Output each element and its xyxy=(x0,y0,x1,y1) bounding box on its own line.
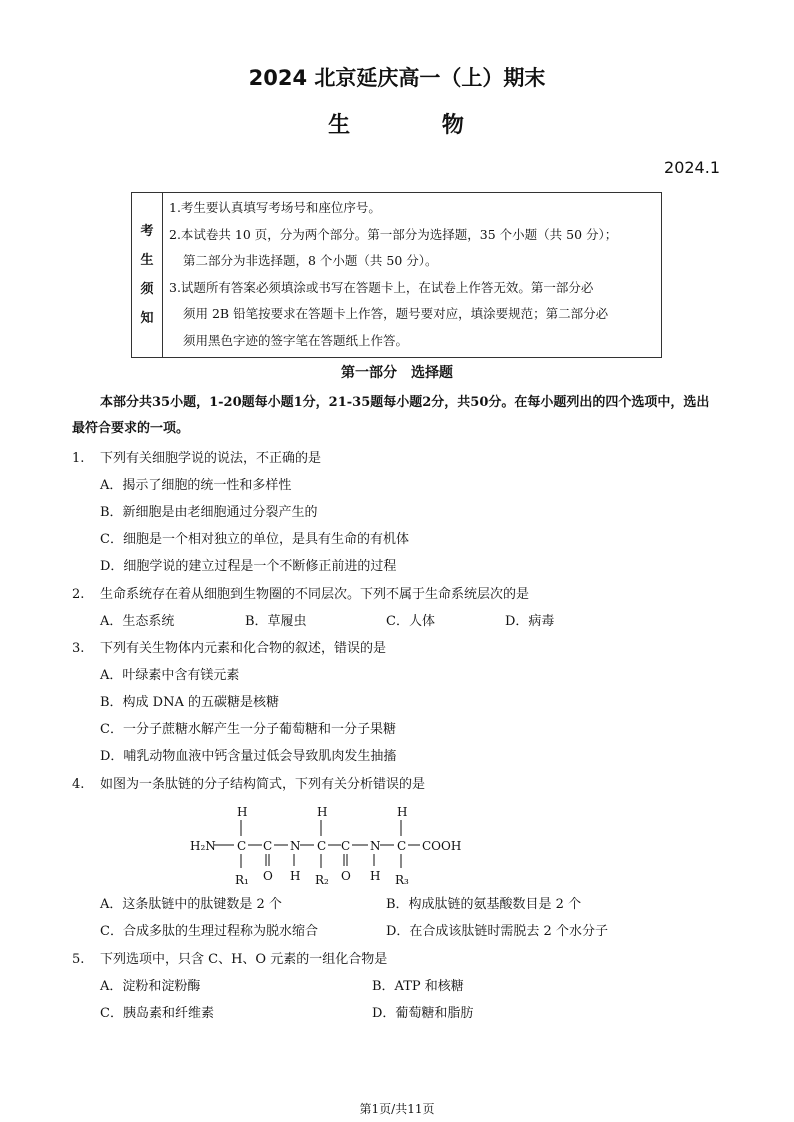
atom-c: C xyxy=(237,839,247,853)
notice-line: 3.试题所有答案必须填涂或书写在答题卡上，在试卷上作答无效。第一部分必 xyxy=(169,279,594,295)
question-4-option-b: B．构成肽链的氨基酸数目是 2 个 xyxy=(386,897,582,912)
question-2-option-c: C．人体 xyxy=(386,614,435,629)
question-3-option-b: B．构成 DNA 的五碳糖是核糖 xyxy=(100,695,280,710)
carboxyl-group: COOH xyxy=(422,839,462,853)
notice-line: 须用黑色字迹的签字笔在答题纸上作答。 xyxy=(183,332,409,348)
notice-label-char: 生 xyxy=(140,253,154,268)
question-2-option-b: B．草履虫 xyxy=(245,614,307,629)
page-number: 第1页/共11页 xyxy=(359,1102,435,1116)
question-4-option-d: D．在合成该肽链时需脱去 2 个水分子 xyxy=(386,924,608,939)
notice-label xyxy=(132,193,163,357)
question-5-option-b: B．ATP 和核糖 xyxy=(372,979,464,994)
question-text: 如图为一条肽链的分子结构简式，下列有关分析错误的是 xyxy=(100,777,426,792)
notice-line: 第二部分为非选择题，8 个小题（共 50 分）。 xyxy=(183,253,438,268)
question-number: 1. xyxy=(72,451,85,466)
atom-h: H xyxy=(317,805,328,819)
question-3-option-d: D．哺乳动物血液中钙含量过低会导致肌肉发生抽搐 xyxy=(100,749,397,764)
section-instructions: 本部分共35小题，1-20题每小题1分，21-35题每小题2分，共50分。在每小题列出的四个选项中，选出最符合要求的一项。 xyxy=(72,395,710,436)
subject-title: 生 物 xyxy=(328,113,506,138)
question-number: 5. xyxy=(72,952,85,967)
question-4-stem xyxy=(72,773,425,792)
question-4-option-a: A．这条肽链中的肽键数是 2 个 xyxy=(100,897,282,912)
question-number: 4. xyxy=(72,777,85,792)
question-2-stem xyxy=(72,583,529,602)
notice-body xyxy=(163,193,661,357)
question-2-option-d: D．病毒 xyxy=(505,614,555,629)
candidate-notice-box xyxy=(131,192,662,358)
peptide-structure-diagram xyxy=(186,800,476,892)
atom-c: C xyxy=(317,839,327,853)
question-1-option-a: A．揭示了细胞的统一性和多样性 xyxy=(100,478,292,493)
exam-title: 2024 北京延庆高一（上）期末 xyxy=(248,66,546,90)
question-1-option-b: B．新细胞是由老细胞通过分裂产生的 xyxy=(100,505,318,520)
notice-line: 1.考生要认真填写考场号和座位序号。 xyxy=(169,200,381,215)
atom-c: C xyxy=(263,839,273,853)
question-3-option-a: A．叶绿素中含有镁元素 xyxy=(100,668,240,683)
r-group: R₃ xyxy=(395,873,409,887)
question-5-option-c: C．胰岛素和纤维素 xyxy=(100,1006,214,1021)
r-group: R₁ xyxy=(235,873,249,887)
atom-n: N xyxy=(290,839,301,853)
notice-line: 须用 2B 铅笔按要求在答题卡上作答，题号要对应，填涂要规范；第二部分必 xyxy=(183,306,609,321)
question-text: 下列选项中，只含 C、H、O 元素的一组化合物是 xyxy=(100,952,388,967)
question-1-option-c: C．细胞是一个相对独立的单位，是具有生命的有机体 xyxy=(100,532,409,547)
atom-h: H xyxy=(237,805,248,819)
question-3-option-c: C．一分子蔗糖水解产生一分子葡萄糖和一分子果糖 xyxy=(100,722,396,737)
exam-date: 2024.1 xyxy=(664,158,720,177)
question-3-stem xyxy=(72,637,386,656)
question-text: 下列有关细胞学说的说法，不正确的是 xyxy=(100,451,322,466)
atom-h: H xyxy=(370,869,381,883)
atom-h: H xyxy=(290,869,301,883)
notice-label-char: 须 xyxy=(140,282,154,297)
question-5-option-a: A．淀粉和淀粉酶 xyxy=(100,979,201,994)
notice-label-char: 考 xyxy=(140,224,154,239)
question-number: 3. xyxy=(72,641,85,656)
question-5-stem xyxy=(72,948,387,967)
amino-group: H₂N xyxy=(190,839,216,853)
atom-n: N xyxy=(370,839,381,853)
atom-o: O xyxy=(341,869,351,883)
question-2-option-a: A．生态系统 xyxy=(100,614,175,629)
notice-label-char: 知 xyxy=(140,311,154,326)
atom-o: O xyxy=(263,869,273,883)
r-group: R₂ xyxy=(315,873,329,887)
question-4-option-c: C．合成多肽的生理过程称为脱水缩合 xyxy=(100,924,318,939)
atom-c: C xyxy=(397,839,407,853)
question-1-option-d: D．细胞学说的建立过程是一个不断修正前进的过程 xyxy=(100,559,397,574)
question-text: 下列有关生物体内元素和化合物的叙述，错误的是 xyxy=(100,641,387,656)
atom-c: C xyxy=(341,839,351,853)
question-text: 生命系统存在着从细胞到生物圈的不同层次。下列不属于生命系统层次的是 xyxy=(100,587,530,602)
question-number: 2. xyxy=(72,587,85,602)
section-title: 第一部分 选择题 xyxy=(341,365,453,381)
question-5-option-d: D．葡萄糖和脂肪 xyxy=(372,1006,474,1021)
question-1-stem xyxy=(72,447,321,466)
notice-line: 2.本试卷共 10 页，分为两个部分。第一部分为选择题，35 个小题（共 50 分）； xyxy=(169,226,618,242)
atom-h: H xyxy=(397,805,408,819)
